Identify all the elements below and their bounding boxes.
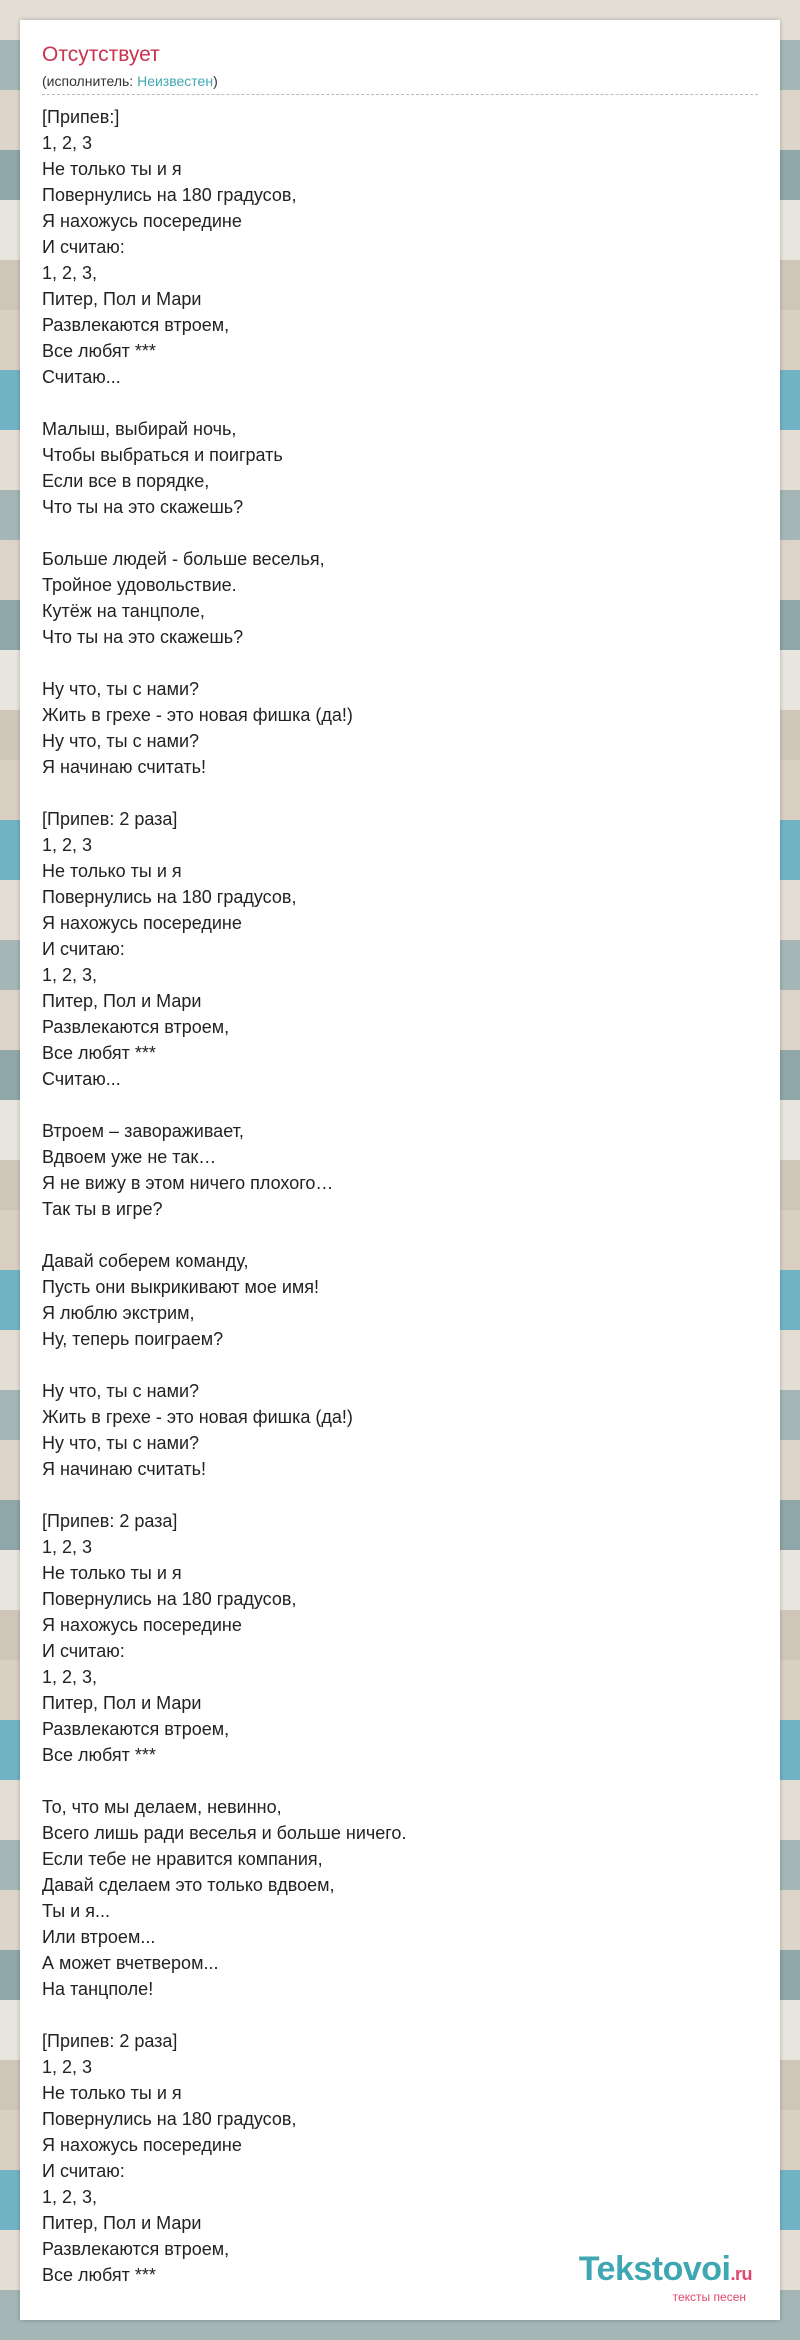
song-header (42, 42, 758, 95)
logo-tagline: тексты песен (672, 2290, 746, 2304)
artist-line (42, 72, 758, 95)
lyrics-card (20, 20, 780, 2320)
lyrics-text: [Припев:] 1, 2, 3 Не только ты и я Повернулись на 180 градусов, Я нахожусь посередине И считаю: 1, 2, 3, Питер, Пол и Мари Развлекаются втроем, Все любят *** Считаю... Малыш, выбирай ночь, Чтобы выбраться и поиграть Если все в порядке, Что ты на это скажешь? Больше людей - больше веселья, Тройное удовольствие. Кутёж на танцполе, Что ты на это скажешь? Ну что, ты с нами? Жить в грехе - это новая фишка (да!) Ну что, ты с нами? Я начинаю считать! [Припев: 2 раза] 1, 2, 3 Не только ты и я Повернулись на 180 градусов, Я нахожусь посередине И считаю: 1, 2, 3, Питер, Пол и Мари Развлекаются втроем, Все любят *** Считаю... Втроем – завораживает, Вдвоем уже не так… Я не вижу в этом ничего плохого… Так ты в игре? Давай соберем команду, Пусть они выкрикивают мое имя! Я люблю экстрим, Ну, теперь поиграем? Ну что, ты с нами? Жить в грехе - это новая фишка (да!) Ну что, ты с нами? Я начинаю считать! [Припев: 2 раза] 1, 2, 3 Не только ты и я Повернулись на 180 градусов, Я нахожусь посередине И считаю: 1, 2, 3, Питер, Пол и Мари Развлекаются втроем, Все любят *** То, что мы делаем, невинно, Всего лишь ради веселья и больше ничего. Если тебе не нравится компания, Давай сделаем это только вдвоем, Ты и я... Или втроем... А может вчетвером... На танцполе! [Припев: 2 раза] 1, 2, 3 Не только ты и я Повернулись на 180 градусов, Я нахожусь посередине И считаю: 1, 2, 3, Питер, Пол и Мари Развлекаются втроем, Все любят *** (42, 107, 407, 2285)
site-logo[interactable] (579, 2251, 752, 2304)
artist-prefix: (исполнитель: (42, 73, 138, 89)
song-title: Отсутствует (42, 43, 160, 66)
artist-link[interactable]: Неизвестен (137, 73, 214, 89)
logo-suffix: .ru (730, 2264, 752, 2284)
artist-suffix: ) (213, 73, 218, 89)
logo-name: Tekstovoi (578, 2250, 731, 2288)
